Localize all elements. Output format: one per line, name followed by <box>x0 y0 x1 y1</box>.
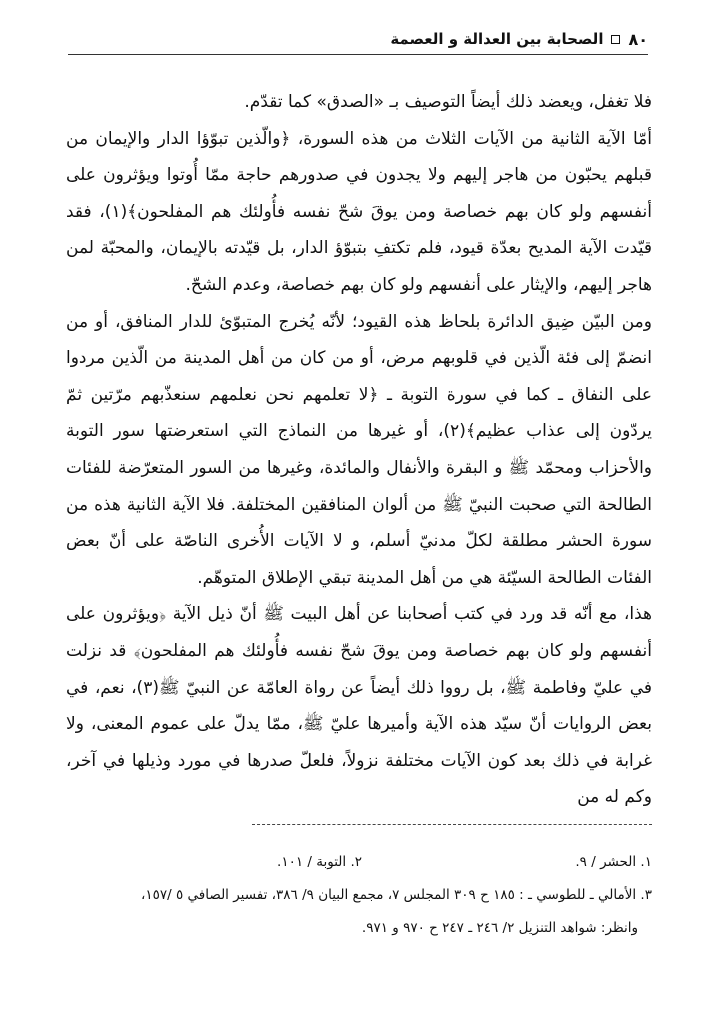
paragraph-2: أمّا الآية الثانية من الآيات الثلاث من هذه السورة، ﴿والّذين تبوّؤا الدار والإيمان من قبلهم يحبّون من هاجر إليهم ولا يجدون في صدورهم حاجة ممّا أُوتوا ويؤثرون على أنفسهم ولو كان بهم خصاصة ومن يوقَ شحّ نفسه فأُولئك هم المفلحون﴾(١)، فقد قيّدت الآية المديح بعدّة قيود، فلم تكتفِ بتبوّؤ الدار، بل قيّدته بالإيمان، والمحبّة لمن هاجر إليهم، والإيثار على أنفسهم ولو كان بهم خصاصة، وعدم الشحّ. <box>66 128 652 295</box>
footnote-3: ٣. الأمالي ـ للطوسي ـ : ١٨٥ ح ٣٠٩ المجلس ٧، مجمع البيان ٩/ ٣٨٦، تفسير الصافي ٥ /١٥٧، <box>141 887 652 903</box>
footnote-divider <box>252 824 652 825</box>
page-number: ٨٠ <box>628 29 648 49</box>
header-divider <box>68 54 648 55</box>
footnotes <box>66 846 652 945</box>
footnote-1: ١. الحشر / ٩. <box>575 854 652 870</box>
footnote-2: ٢. التوبة / ١٠١. <box>277 854 362 870</box>
main-text <box>66 84 652 816</box>
square-bullet-icon <box>611 35 620 44</box>
footnote-3-continuation: وانظر: شواهد التنزيل ٢/ ٢٤٦ ـ ٢٤٧ ح ٩٧٠ و ٩٧١. <box>361 920 638 936</box>
book-title: الصحابة بين العدالة و العصمة <box>390 30 604 48</box>
paragraph-3: ومن البيّن ضِيق الدائرة بلحاظ هذه القيود؛ لأنّه يُخرج المتبوّئ للدار المنافق، أو من انضمّ إلى فئة الّذين في قلوبهم مرض، أو من كان من أهل المدينة من الّذين مردوا على النفاق ـ كما في سورة التوبة ـ ﴿لا تعلمهم نحن نعلمهم سنعذّبهم مرّتين ثمّ يردّون إلى عذاب عظيم﴾(٢)، أو غيرها من النماذج التي استعرضتها سور التوبة والأحزاب ومحمّد ﷺ و البقرة والأنفال والمائدة، وغيرها من السور المتعرّضة للفئات الطالحة التي صحبت النبيّ ﷺ من ألوان المنافقين المختلفة. فلا الآية الثانية هذه من سورة الحشر مطلقة لكلّ مدنيّ أسلم، و لا الآيات الأُخرى الناصّة على أنّ بعض الفئات الطالحة السيّئة هي من أهل المدينة تبقي الإطلاق المتوهّم. <box>66 311 652 588</box>
footnote-row <box>66 846 652 879</box>
paragraph-4: هذا، مع أنّه قد ورد في كتب أصحابنا عن أهل البيت ﷺ أنّ ذيل الآية ﴿ويؤثرون على أنفسهم ولو كان بهم خصاصة ومن يوقَ شحّ نفسه فأُولئك هم المفلحون﴾ قد نزلت في عليّ وفاطمة ﷺ، بل رووا ذلك أيضاً عن رواة العامّة عن النبيّ ﷺ(٣)، نعم، في بعض الروايات أنّ سيّد هذه الآية وأميرها عليّ ﷺ، ممّا يدلّ على عموم المعنى، ولا غرابة في ذلك بعد كون الآيات مختلفة نزولاً، فلعلّ صدرها في مورد وذيلها في آخر، وكم له من <box>66 604 652 808</box>
running-header <box>68 26 648 52</box>
paragraph-1: فلا تغفل، ويعضد ذلك أيضاً التوصيف بـ «الصدق» كما تقدّم. <box>244 92 652 112</box>
